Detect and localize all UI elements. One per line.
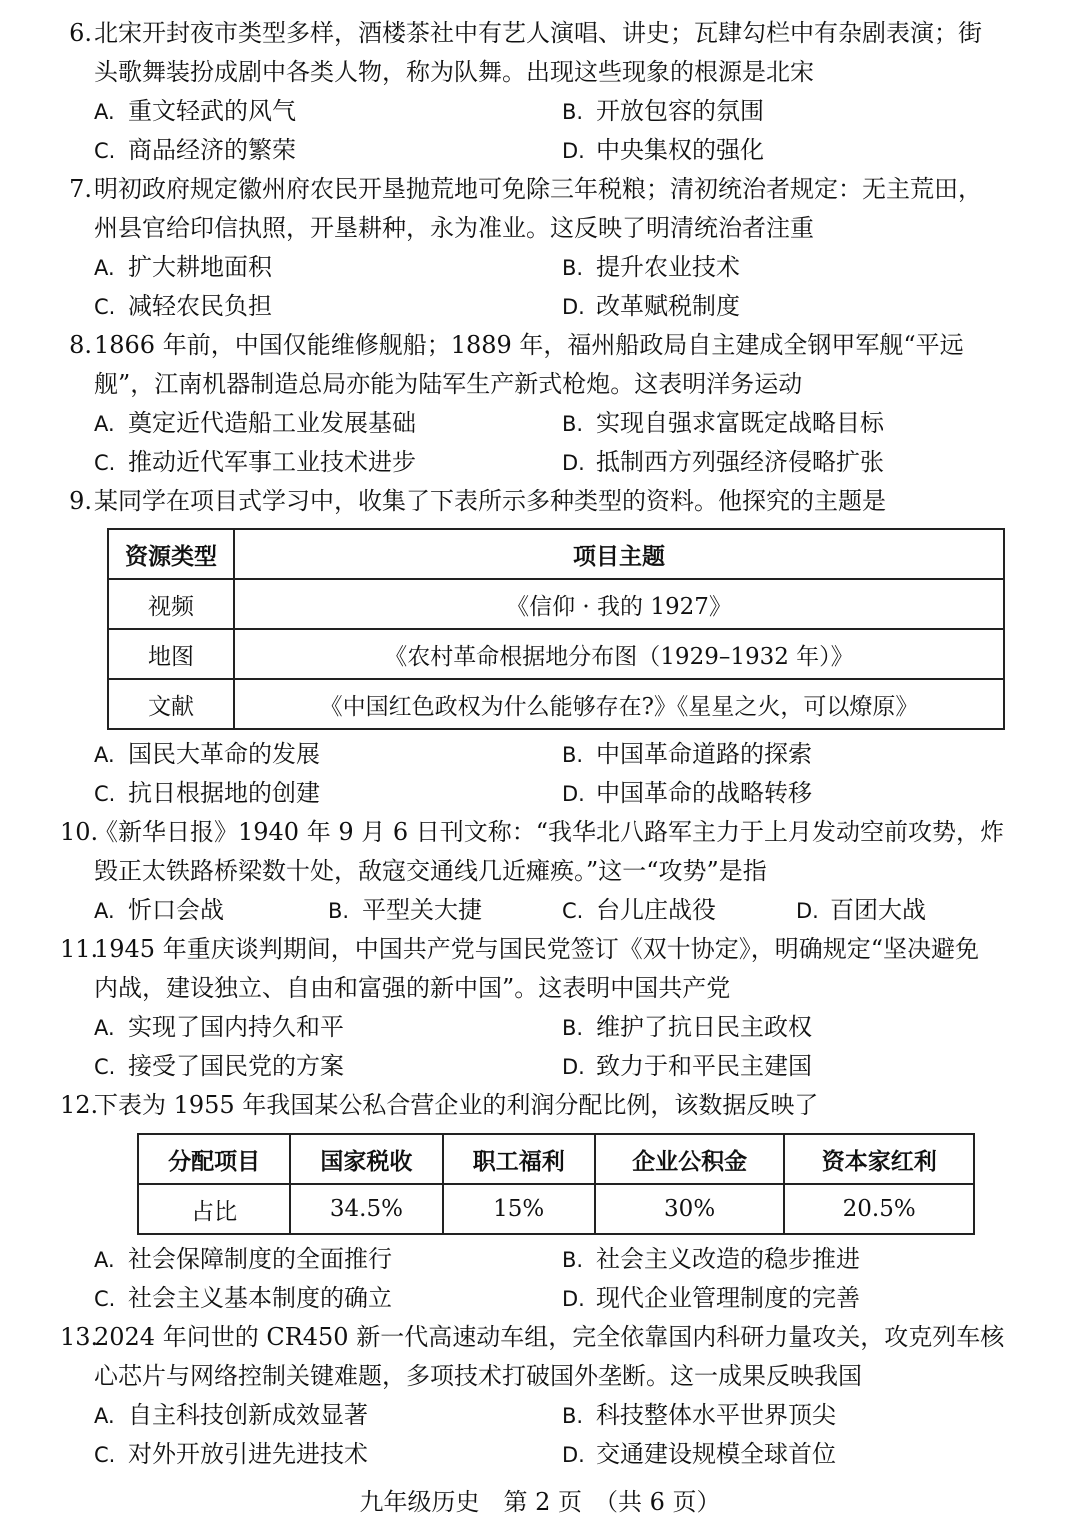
profit-distribution-table — [137, 1133, 975, 1235]
option-b[interactable]: B. 维护了抗日民主政权 — [562, 1013, 812, 1041]
question-stem: 头歌舞装扮成剧中各类人物，称为队舞。出现这些现象的根源是北宋 — [94, 58, 814, 86]
option-d[interactable]: D. 中国革命的战略转移 — [562, 779, 812, 807]
question-stem: 1866 年前，中国仅能维修舰船；1889 年，福州船政局自主建成全钢甲军舰“平远 — [94, 331, 964, 359]
option-b[interactable]: B. 开放包容的氛围 — [562, 97, 764, 125]
option-d[interactable]: D. 致力于和平民主建国 — [562, 1052, 812, 1080]
option-row — [60, 1279, 1030, 1318]
option-d[interactable]: D. 百团大战 — [796, 896, 926, 924]
question-8 — [60, 326, 1030, 482]
question-stem: 心芯片与网络控制关键难题，多项技术打破国外垄断。这一成果反映我国 — [94, 1362, 862, 1390]
option-a[interactable]: A. 实现了国内持久和平 — [94, 1013, 344, 1041]
table-row — [108, 579, 1004, 629]
option-c[interactable]: C. 对外开放引进先进技术 — [94, 1440, 368, 1468]
table-header: 资本家红利 — [784, 1134, 974, 1184]
table-cell: 20.5% — [784, 1184, 974, 1234]
option-d[interactable]: D. 交通建设规模全球首位 — [562, 1440, 836, 1468]
question-stem: 州县官给印信执照，开垦耕种，永为准业。这反映了明清统治者注重 — [94, 214, 814, 242]
table-header: 分配项目 — [138, 1134, 290, 1184]
question-stem: 舰”，江南机器制造总局亦能为陆军生产新式枪炮。这表明洋务运动 — [94, 370, 803, 398]
table-cell: 34.5% — [290, 1184, 442, 1234]
option-row — [60, 774, 1030, 813]
option-b[interactable]: B. 科技整体水平世界顶尖 — [562, 1401, 836, 1429]
question-stem: 明初政府规定徽州府农民开垦抛荒地可免除三年税粮；清初统治者规定：无主荒田， — [94, 175, 982, 203]
table-row — [138, 1184, 974, 1234]
question-7 — [60, 170, 1030, 326]
question-stem: 下表为 1955 年我国某公私合营企业的利润分配比例，该数据反映了 — [94, 1091, 819, 1119]
question-10 — [60, 813, 1030, 930]
table-cell: 地图 — [108, 629, 234, 679]
question-stem: 某同学在项目式学习中，收集了下表所示多种类型的资料。他探究的主题是 — [94, 487, 886, 515]
question-number: 12. — [60, 1091, 99, 1119]
option-a[interactable]: A. 自主科技创新成效显著 — [94, 1401, 368, 1429]
question-11 — [60, 930, 1030, 1086]
option-row — [60, 287, 1030, 326]
option-row — [60, 1008, 1030, 1047]
option-row — [60, 735, 1030, 774]
question-12 — [60, 1086, 1030, 1125]
option-row — [60, 891, 1030, 930]
option-d[interactable]: D. 中央集权的强化 — [562, 136, 764, 164]
option-b[interactable]: B. 提升农业技术 — [562, 253, 740, 281]
table-header: 职工福利 — [443, 1134, 595, 1184]
table-cell: 《农村革命根据地分布图（1929–1932 年）》 — [234, 629, 1004, 679]
option-a[interactable]: A. 社会保障制度的全面推行 — [94, 1245, 392, 1273]
table-header: 项目主题 — [234, 529, 1004, 579]
table-header: 资源类型 — [108, 529, 234, 579]
option-row — [60, 92, 1030, 131]
table-header-row — [108, 529, 1004, 579]
table-cell: 《信仰 · 我的 1927》 — [234, 579, 1004, 629]
option-row — [60, 1047, 1030, 1086]
table-header: 企业公积金 — [595, 1134, 785, 1184]
question-12-options — [60, 1240, 1030, 1318]
question-stem: 2024 年问世的 CR450 新一代高速动车组，完全依靠国内科研力量攻关，攻克列车核 — [94, 1323, 1005, 1351]
option-c[interactable]: C. 商品经济的繁荣 — [94, 136, 296, 164]
option-row — [60, 404, 1030, 443]
option-a[interactable]: A. 扩大耕地面积 — [94, 253, 272, 281]
option-c[interactable]: C. 推动近代军事工业技术进步 — [94, 448, 416, 476]
table-cell: 文献 — [108, 679, 234, 729]
option-row — [60, 1396, 1030, 1435]
option-row — [60, 131, 1030, 170]
question-13 — [60, 1318, 1030, 1474]
table-row — [108, 629, 1004, 679]
table-cell: 30% — [595, 1184, 785, 1234]
question-stem: 内战，建设独立、自由和富强的新中国”。这表明中国共产党 — [94, 974, 731, 1002]
question-9 — [60, 482, 1030, 521]
option-a[interactable]: A. 奠定近代造船工业发展基础 — [94, 409, 416, 437]
option-row — [60, 1240, 1030, 1279]
option-a[interactable]: A. 重文轻武的风气 — [94, 97, 296, 125]
option-b[interactable]: B. 实现自强求富既定战略目标 — [562, 409, 884, 437]
table-cell: 占比 — [138, 1184, 290, 1234]
option-c[interactable]: C. 减轻农民负担 — [94, 292, 272, 320]
table-cell: 《中国红色政权为什么能够存在?》《星星之火，可以燎原》 — [234, 679, 1004, 729]
question-stem: 1945 年重庆谈判期间，中国共产党与国民党签订《双十协定》，明确规定“坚决避免 — [94, 935, 979, 963]
option-row — [60, 248, 1030, 287]
option-row — [60, 1435, 1030, 1474]
question-number: 8. — [69, 331, 92, 359]
question-stem: 毁正太铁路桥梁数十处，敌寇交通线几近瘫痪。”这一“攻势”是指 — [94, 857, 767, 885]
question-stem: 北宋开封夜市类型多样，酒楼茶社中有艺人演唱、讲史；瓦肆勾栏中有杂剧表演；街 — [94, 19, 982, 47]
resource-table — [107, 528, 1005, 730]
option-a[interactable]: A. 忻口会战 — [94, 896, 224, 924]
table-row — [108, 679, 1004, 729]
page-footer: 九年级历史 第 2 页 （共 6 页） — [359, 1488, 721, 1516]
option-row — [60, 443, 1030, 482]
option-b[interactable]: B. 平型关大捷 — [328, 896, 482, 924]
question-number: 10. — [60, 818, 99, 846]
question-9-options — [60, 735, 1030, 813]
question-number: 13. — [60, 1323, 99, 1351]
option-c[interactable]: C. 台儿庄战役 — [562, 896, 716, 924]
option-d[interactable]: D. 改革赋税制度 — [562, 292, 740, 320]
option-d[interactable]: D. 抵制西方列强经济侵略扩张 — [562, 448, 884, 476]
question-stem: 《新华日报》1940 年 9 月 6 日刊文称：“我华北八路军主力于上月发动空前攻势，炸 — [94, 818, 1005, 846]
option-c[interactable]: C. 抗日根据地的创建 — [94, 779, 320, 807]
question-number: 7. — [69, 175, 92, 203]
option-b[interactable]: B. 中国革命道路的探索 — [562, 740, 812, 768]
option-b[interactable]: B. 社会主义改造的稳步推进 — [562, 1245, 860, 1273]
table-header-row — [138, 1134, 974, 1184]
question-number: 11. — [60, 935, 99, 963]
question-number: 6. — [69, 19, 92, 47]
question-number: 9. — [69, 487, 92, 515]
table-cell: 15% — [443, 1184, 595, 1234]
option-d[interactable]: D. 现代企业管理制度的完善 — [562, 1284, 860, 1312]
table-cell: 视频 — [108, 579, 234, 629]
option-c[interactable]: C. 接受了国民党的方案 — [94, 1052, 344, 1080]
table-header: 国家税收 — [290, 1134, 442, 1184]
option-a[interactable]: A. 国民大革命的发展 — [94, 740, 320, 768]
option-c[interactable]: C. 社会主义基本制度的确立 — [94, 1284, 392, 1312]
question-6 — [60, 14, 1030, 170]
